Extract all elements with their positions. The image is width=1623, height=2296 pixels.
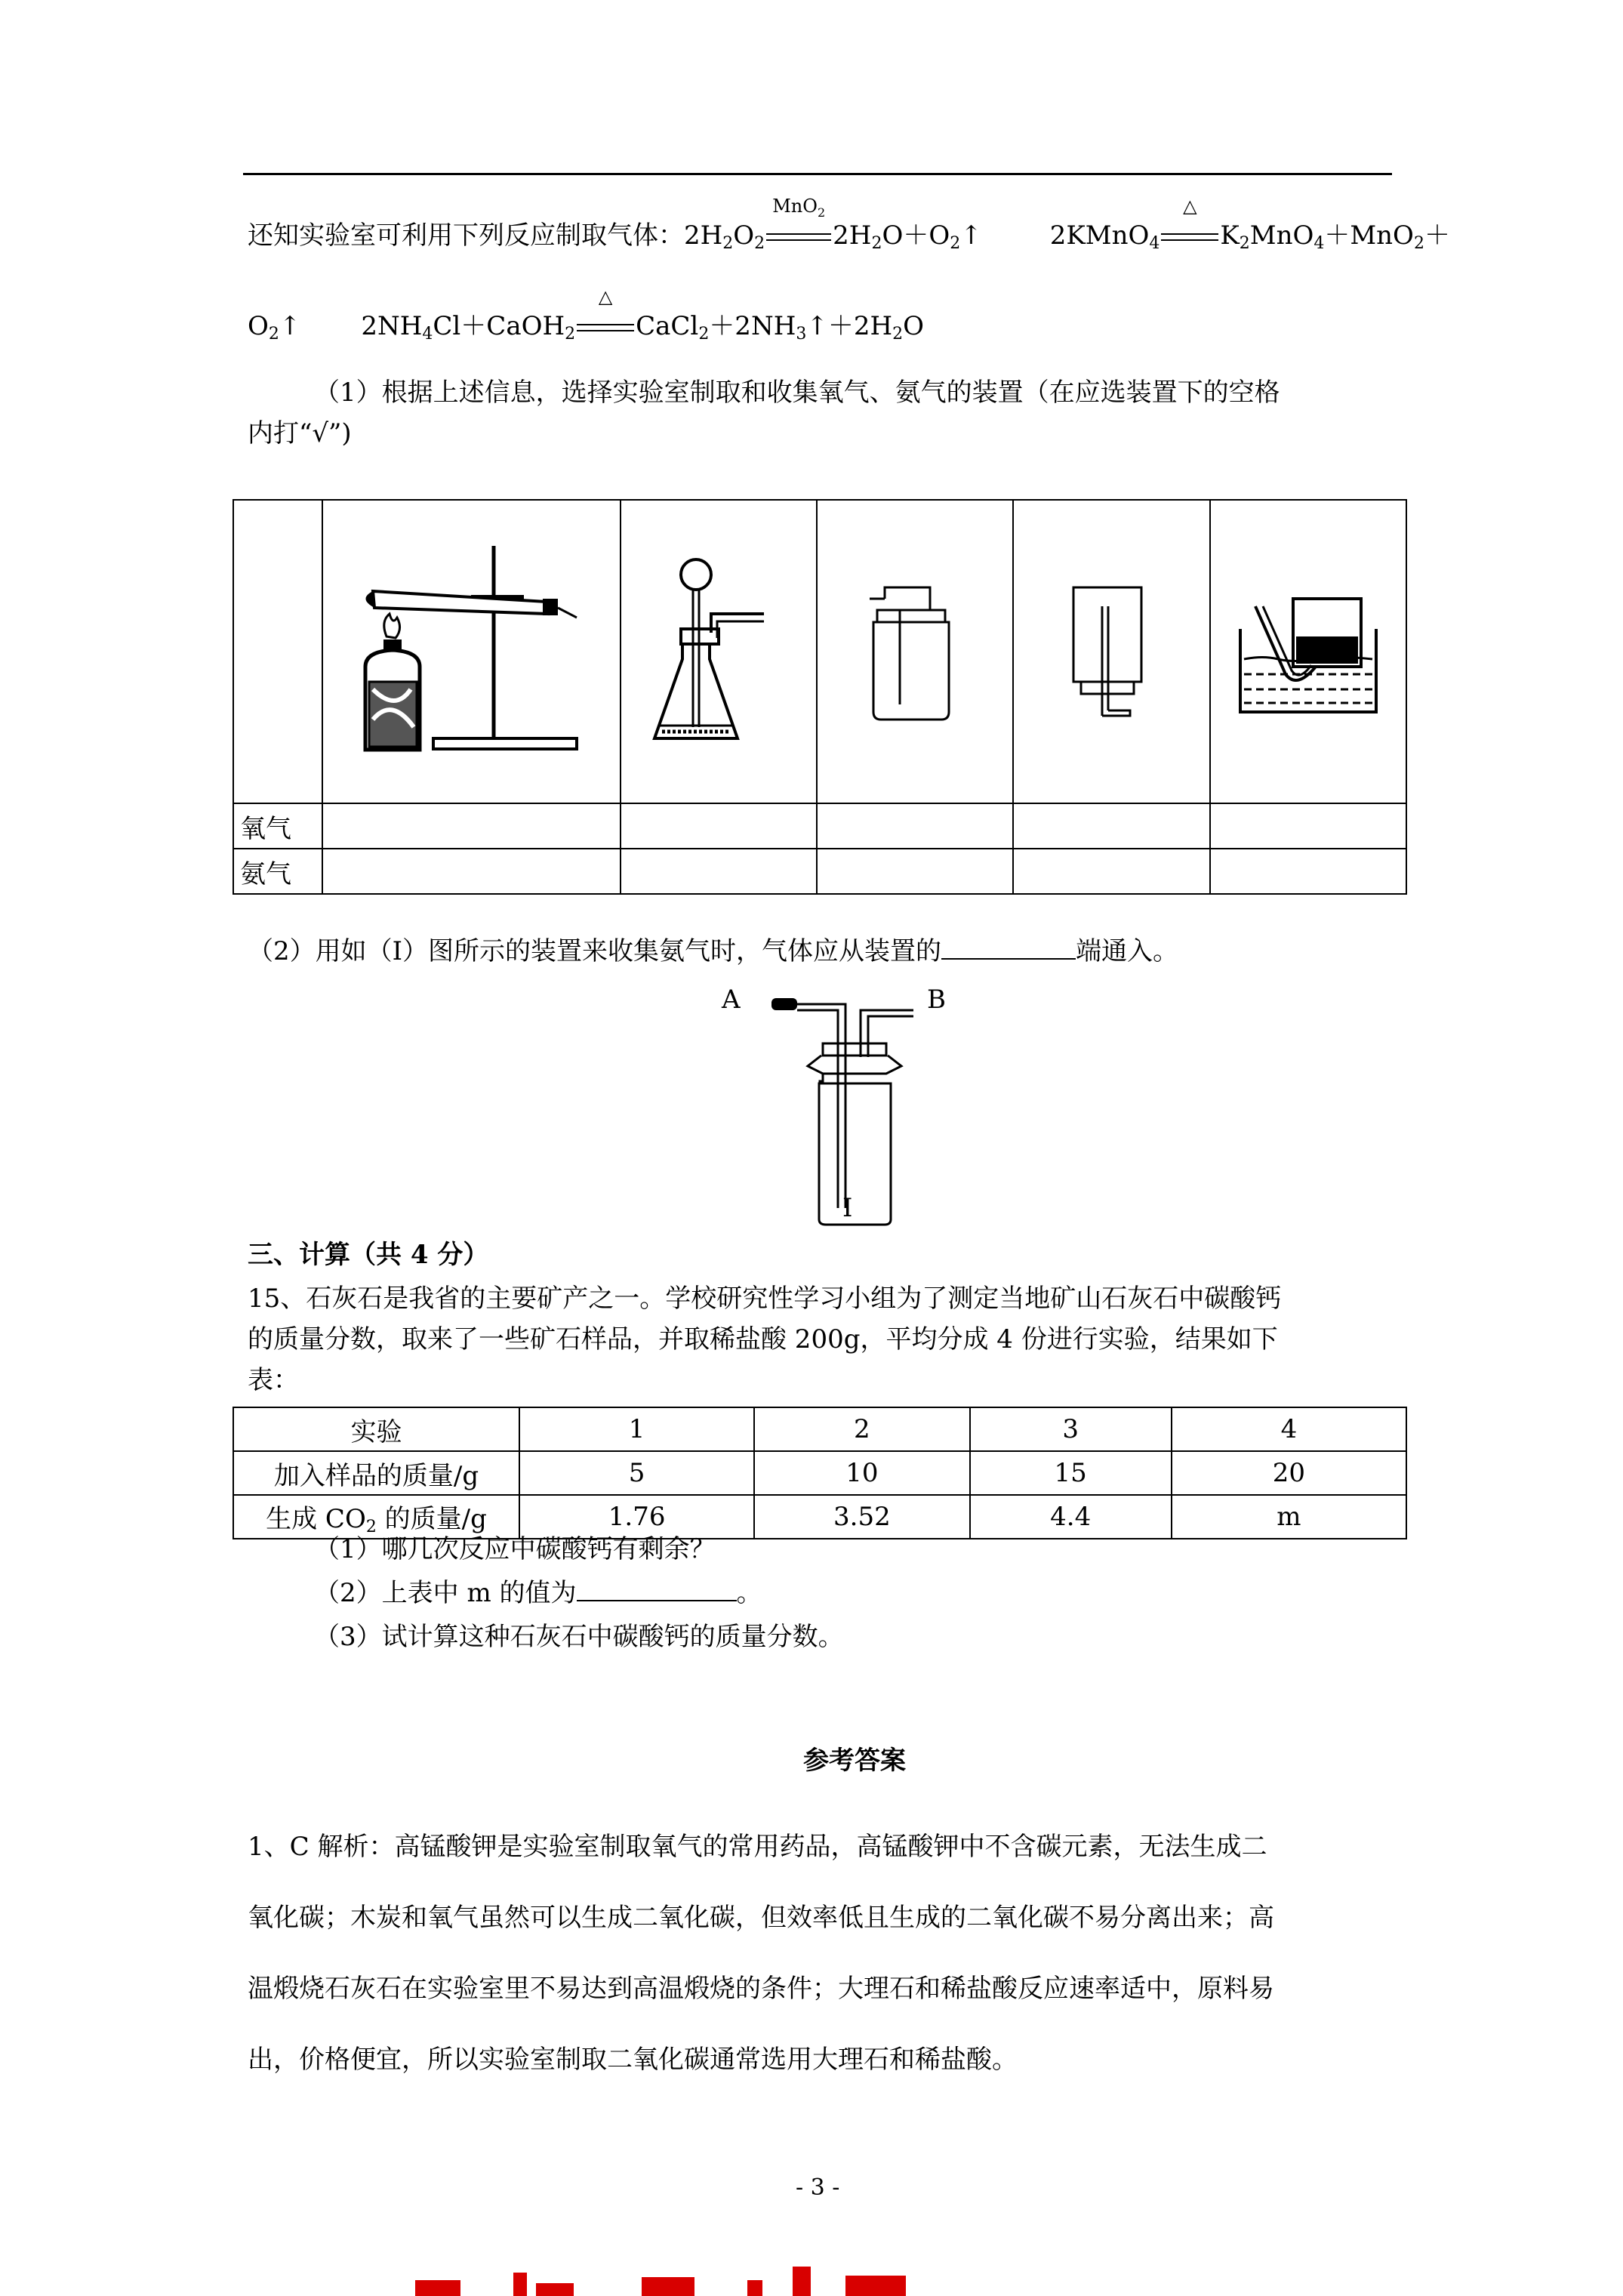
answer-line-2: 氧化碳；木炭和氧气虽然可以生成二氧化碳，但效率低且生成的二氧化碳不易分离出来；高 <box>248 1903 1274 1933</box>
label-b: B <box>927 985 946 1015</box>
intro-text: 还知实验室可利用下列反应制取气体： <box>248 220 684 251</box>
table-cell: 3.52 <box>754 1495 969 1539</box>
m-blank[interactable] <box>577 1600 737 1601</box>
apparatus-water-trough <box>1210 500 1406 803</box>
table-cell: 4.4 <box>970 1495 1172 1539</box>
reaction-2: 2KMnO$_4$ △ $K_2MnO_4+MnO_2+$ <box>1049 196 1450 253</box>
watermark-graphic <box>393 2257 966 2296</box>
check-cell[interactable] <box>817 849 1013 894</box>
answer-line-4: 出，价格便宜，所以实验室制取二氧化碳通常选用大理石和稀盐酸。 <box>248 2045 1018 2075</box>
q1-line-1: （1）根据上述信息，选择实验室制取和收集氧气、氨气的装置（在应选装置下的空格 <box>314 378 1280 408</box>
check-cell[interactable] <box>1013 849 1209 894</box>
table-cell: 15 <box>970 1451 1172 1495</box>
apparatus-gas-bottle <box>817 500 1013 803</box>
header-cell: 2 <box>754 1407 969 1451</box>
subq-1: （1）哪几次反应中碳酸钙有剩余？ <box>314 1534 716 1564</box>
label-a: A <box>722 985 741 1015</box>
reaction-3: $2NH_4Cl+CaOH_2$ △ $CaCl_2+2NH_3↑+2H_2O$ <box>361 286 925 344</box>
check-cell[interactable] <box>1013 803 1209 849</box>
check-cell[interactable] <box>621 803 817 849</box>
heating-apparatus-icon <box>350 538 592 765</box>
table-cell: 5 <box>519 1451 754 1495</box>
check-cell[interactable] <box>322 849 621 894</box>
gas-bottle-icon <box>862 576 968 727</box>
page-number: - 3 - <box>796 2174 840 2201</box>
gas-collection-bottle-icon <box>762 982 921 1231</box>
inverted-bottle-icon <box>1058 576 1164 727</box>
check-cell[interactable] <box>817 803 1013 849</box>
water-trough-icon <box>1233 576 1384 727</box>
reaction-1: $2H_2O_2$ MnO$_2$ $2H_2O+O_2↑$ <box>684 196 982 253</box>
q2-text: （2）用如（I）图所示的装置来收集氨气时，气体应从装置的 端通入。 <box>248 936 1179 966</box>
answers-title: 参考答案 <box>803 1746 906 1776</box>
table-cell: 10 <box>754 1451 969 1495</box>
row-label-oxygen: 氧气 <box>233 803 322 849</box>
row-label-ammonia: 氨气 <box>233 849 322 894</box>
check-cell[interactable] <box>1210 803 1406 849</box>
header-cell: 4 <box>1172 1407 1406 1451</box>
row-label-co2-mass: 生成 $CO_2$ 的质量/g <box>233 1495 519 1539</box>
q15-line-2: 的质量分数，取来了一些矿石样品，并取稀盐酸 200g，平均分成 4 份进行实验，结果如下 <box>248 1324 1278 1354</box>
header-experiment: 实验 <box>233 1407 519 1451</box>
apparatus-table <box>233 499 1407 895</box>
data-table <box>233 1407 1407 1539</box>
subq-3: （3）试计算这种石灰石中碳酸钙的质量分数。 <box>314 1622 844 1652</box>
check-cell[interactable] <box>621 849 817 894</box>
row-label-sample-mass: 加入样品的质量/g <box>233 1451 519 1495</box>
q15-line-3: 表： <box>248 1365 299 1395</box>
flask-with-funnel-icon <box>651 553 787 750</box>
q1-line-2: 内打“√”) <box>248 418 352 448</box>
reaction-line-2: $O_2↑$ $2NH_4Cl+CaOH_2$ △ $CaCl_2+2NH_3↑+2H_2O$ <box>248 286 925 344</box>
section-3-title: 三、计算（共 4 分） <box>248 1240 489 1270</box>
check-cell[interactable] <box>1210 849 1406 894</box>
reaction-line-1 <box>248 196 1450 260</box>
apparatus-flask-funnel <box>621 500 817 803</box>
label-i: I <box>842 1193 853 1223</box>
answer-blank[interactable] <box>941 958 1076 960</box>
header-cell: 3 <box>970 1407 1172 1451</box>
q15-line-1: 15、石灰石是我省的主要矿产之一。学校研究性学习小组为了测定当地矿山石灰石中碳酸钙 <box>248 1284 1282 1314</box>
header-cell: 1 <box>519 1407 754 1451</box>
table-cell: m <box>1172 1495 1406 1539</box>
subq-2: （2）上表中 m 的值为 。 <box>314 1578 762 1608</box>
answer-line-3: 温煅烧石灰石在实验室里不易达到高温煅烧的条件；大理石和稀盐酸反应速率适中，原料易 <box>248 1974 1274 2004</box>
apparatus-inverted-bottle <box>1013 500 1209 803</box>
answer-line-1: 1、C 解析：高锰酸钾是实验室制取氧气的常用药品，高锰酸钾中不含碳元素，无法生成二 <box>248 1832 1267 1862</box>
header-rule <box>243 173 1392 175</box>
check-cell[interactable] <box>322 803 621 849</box>
table-cell: 1.76 <box>519 1495 754 1539</box>
apparatus-heating-setup <box>322 500 621 803</box>
table-cell: 20 <box>1172 1451 1406 1495</box>
